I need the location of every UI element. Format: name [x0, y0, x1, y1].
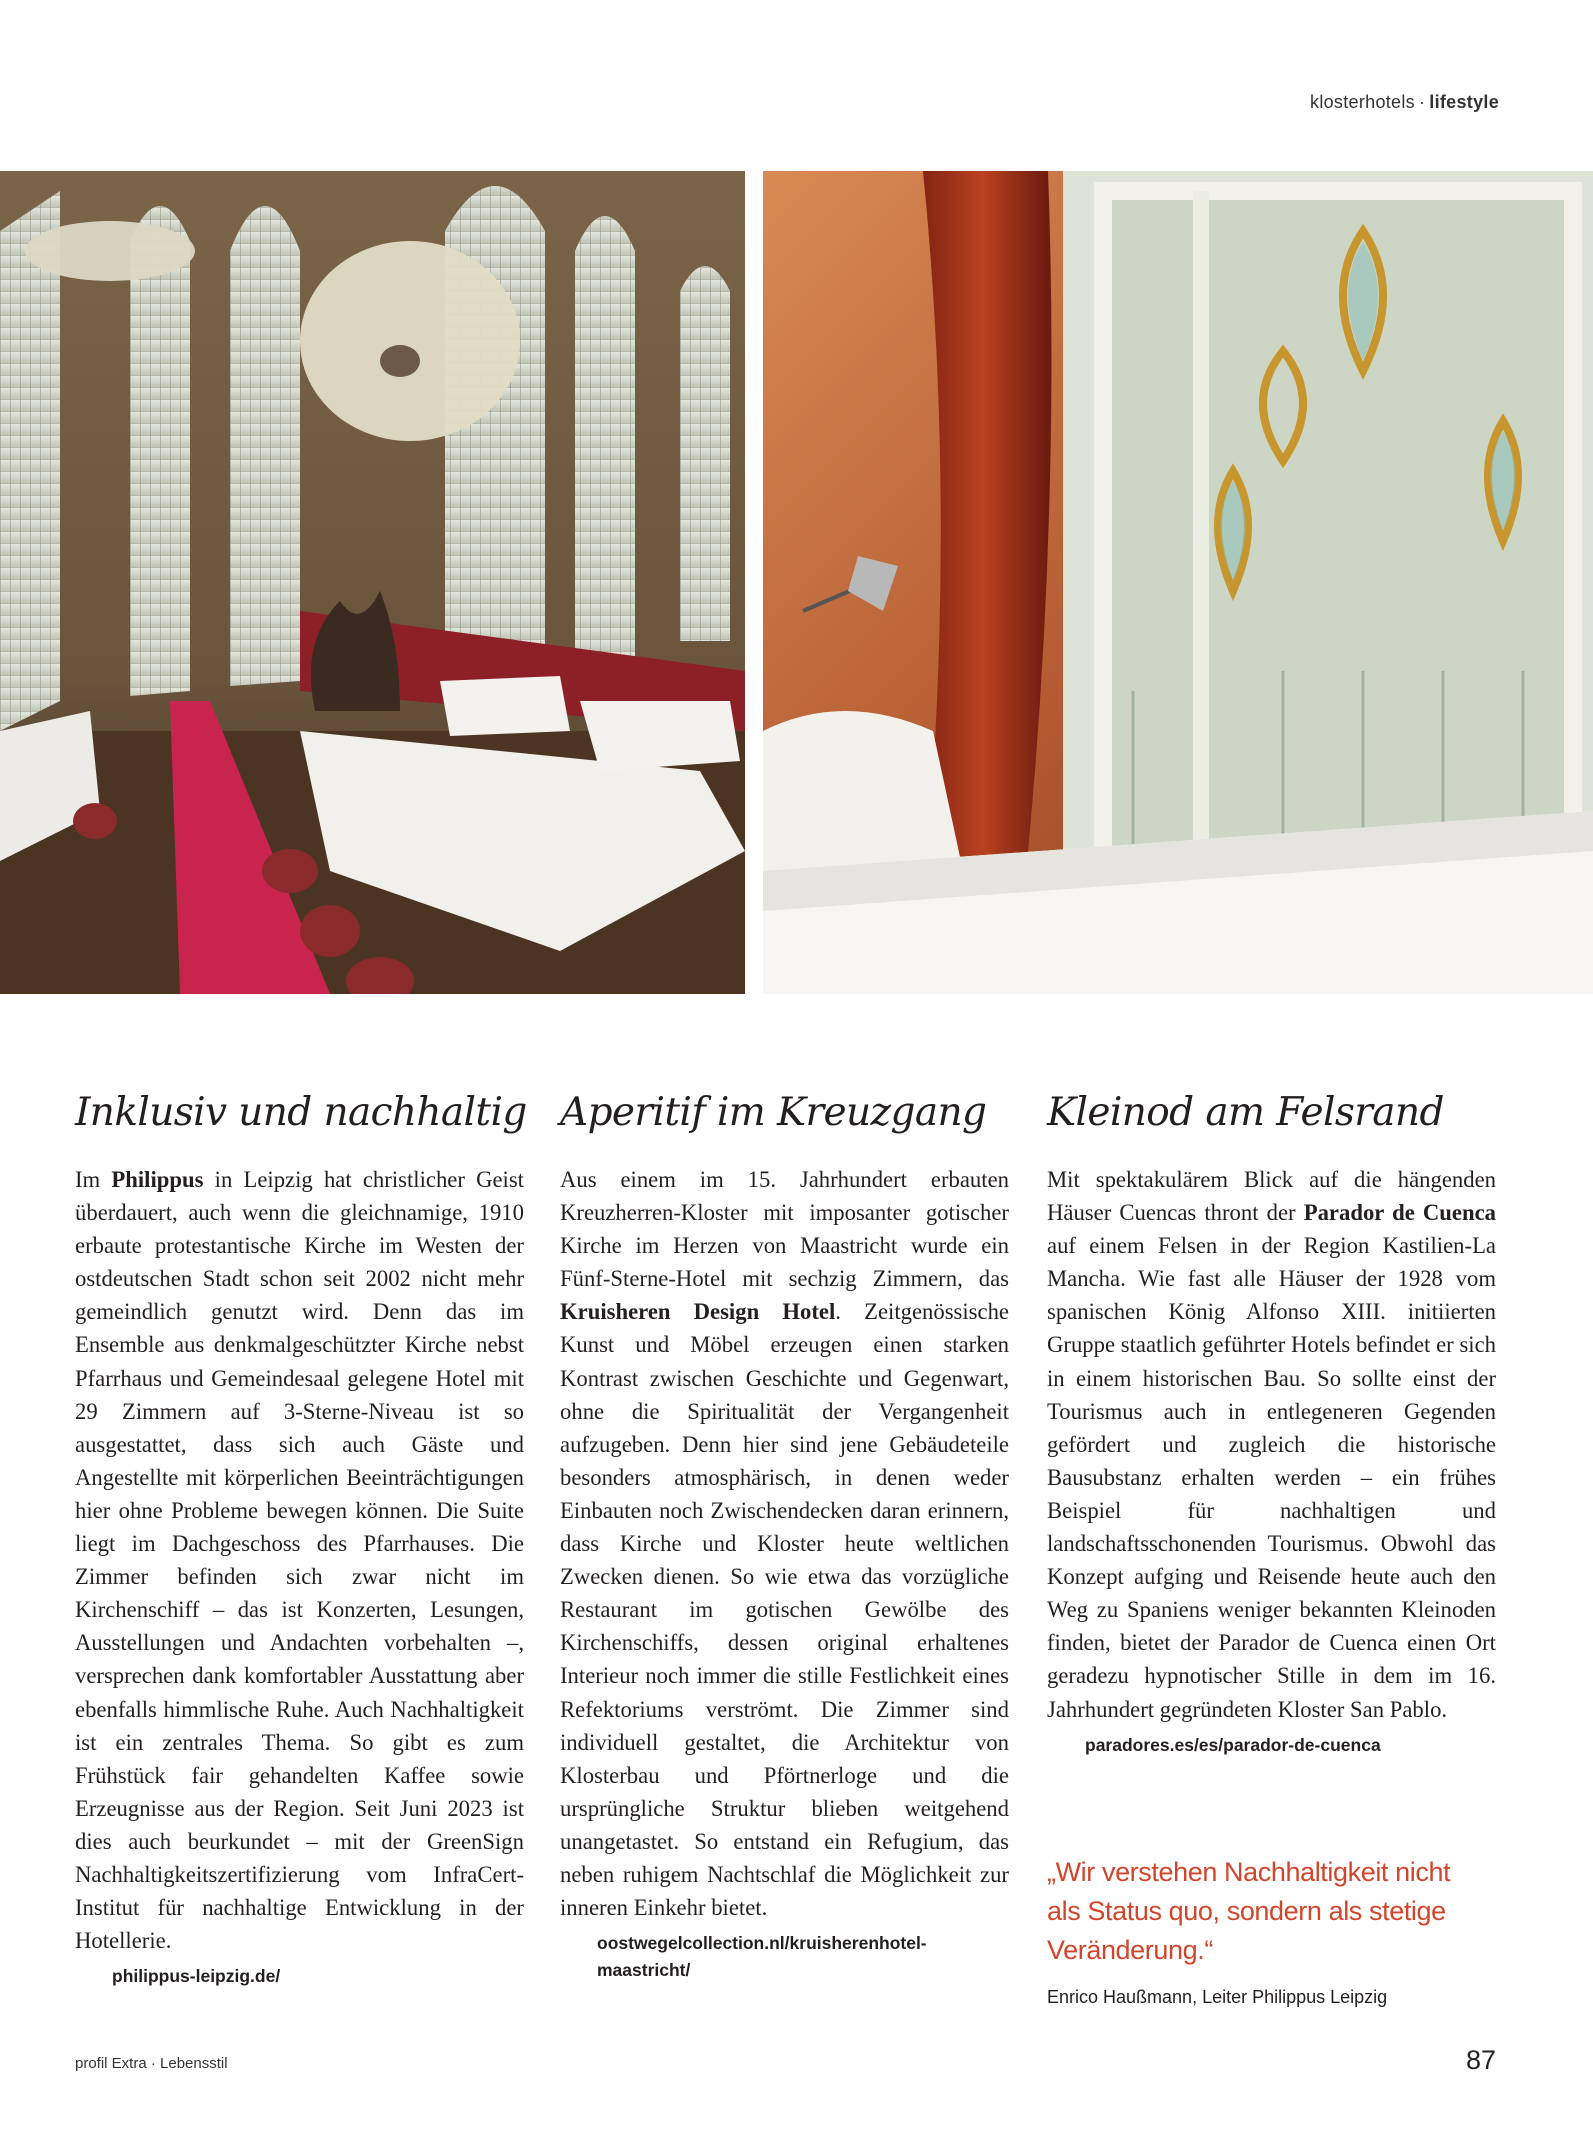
article-column-philippus [75, 1085, 527, 1990]
hotel-name: Parador de Cuenca [1303, 1200, 1496, 1226]
body-text: auf einem Felsen in der Region Kastilien-La Mancha. Wie fast alle Häuser der 1928 vom spanischen König Alfonso XIII. initiierten Gruppe staatlich geführter Hotels befindet er sich in einem historischen Bau. So sollte einst der Tourismus auch in entlegeneren Gegenden gefördert und zugleich die historische Bausubstanz erhalten werden – ein frühes Beispiel für nachhaltigen und landschaftsschonenden Tourismus. Obwohl das Konzept aufging und Reisende heute auch den Weg zu Spaniens weniger bekannten Kleinoden finden, bietet der Parador de Cuenca einen Ort geradezu hypnotischer Stille in dem im 16. Jahrhundert gegründeten Kloster San Pablo. [1047, 1233, 1496, 1722]
hotel-link-line[interactable]: maastricht/ [597, 1960, 691, 1981]
column-title: Kleinod am Felsrand [1047, 1090, 1444, 1135]
column-body [1047, 1163, 1496, 1726]
body-text: Im [75, 1167, 112, 1192]
body-text: Mit spektakulärem Blick auf die hängenden Häuser Cuencas thront der [1047, 1167, 1496, 1226]
header-category: lifestyle [1429, 92, 1499, 112]
hotel-name: Philippus [111, 1167, 204, 1192]
hotel-name: Kruisheren Design Hotel [560, 1299, 836, 1325]
article-column-parador [1047, 1085, 1496, 1759]
column-body [75, 1163, 524, 1957]
hotel-room-photo [763, 171, 1593, 994]
header-separator: · [1418, 92, 1426, 112]
article-column-kruisheren [560, 1085, 1009, 1984]
column-body [560, 1163, 1009, 1924]
pull-quote: „Wir verstehen Nachhaltigkeit nicht als Status quo, sondern als stetige Veränderung.“ [1047, 1857, 1451, 1965]
column-title: Inklusiv und nachhaltig [75, 1090, 527, 1135]
body-text: in Leipzig hat christlicher Geist überdauert, auch wenn die gleichnamige, 1910 erbaute protestantische Kirche im Westen der ostdeutschen Stadt schon seit 2002 nicht mehr gemeindlich genutzt wird. Denn das im Ensemble aus denkmalgeschützter Kirche nebst Pfarrhaus und Gemeindesaal gelegene Hotel mit 29 Zimmern auf 3-Sterne-Niveau ist so ausgestattet, dass sich auch Gäste und Angestellte mit körperlichen Beeinträchtigungen hier ohne Probleme bewegen können. Die Suite liegt im Dachgeschoss des Pfarrhauses. Die Zimmer befinden sich zwar nicht im Kirchenschiff – das ist Konzerten, Lesungen, Ausstellungen und Andachten vorbehalten –, versprechen dank komfortabler Ausstattung aber ebenfalls himmlische Ruhe. Auch Nachhaltigkeit ist ein zentrales Thema. So gibt es zum Frühstück fair gehandelten Kaffee sowie Erzeugnisse aus der Region. Seit Juni 2023 ist dies auch beurkundet – mit der GreenSign Nachhaltigkeitszertifizierung vom InfraCert-Institut für nachhaltige Entwicklung in der Hotellerie. [75, 1167, 524, 1954]
header-section: klosterhotels [1310, 92, 1415, 112]
body-text: Aus einem im 15. Jahrhundert erbauten Kreuzherren-Kloster mit imposanter gotischer Kirche im Herzen von Maastricht wurde ein Fünf-Sterne-Hotel mit sechzig Zimmern, das [560, 1167, 1009, 1292]
restaurant-photo [0, 171, 745, 994]
quote-author: Enrico Haußmann, Leiter Philippus Leipzig [1047, 1987, 1388, 2007]
page-header [1310, 92, 1499, 113]
hotel-link[interactable]: paradores.es/es/parador-de-cuenca [1085, 1734, 1381, 1755]
column-title: Aperitif im Kreuzgang [560, 1090, 987, 1135]
hotel-link[interactable]: philippus-leipzig.de/ [112, 1966, 281, 1987]
restaurant-photo-illustration [0, 171, 745, 994]
publication-footer: profil Extra · Lebensstil [75, 2055, 228, 2072]
hotel-room-photo-illustration [763, 171, 1593, 994]
hotel-link-line[interactable]: oostwegelcollection.nl/kruisherenhotel- [597, 1933, 927, 1954]
hotel-link[interactable] [560, 1930, 1009, 1984]
page-number: 87 [1465, 2045, 1496, 2075]
body-text: . Zeitgenössische Kunst und Möbel erzeugen einen starken Kontrast zwischen Geschichte und Gegenwart, ohne die Spiritualität der Vergangenheit aufzugeben. Denn hier sind jene Gebäudeteile besonders atmosphärisch, in denen weder Einbauten noch Zwischendecken daran erinnern, dass Kirche und Kloster heute weltlichen Zwecken dienen. So wie etwa das vorzügliche Restaurant im gotischen Gewölbe des Kirchenschiffs, dessen original erhaltenes Interieur noch immer die stille Festlichkeit eines Refektoriums verströmt. Die Zimmer sind individuell gestaltet, die Architektur von Klosterbau und Pförtnerloge und die ursprüngliche Struktur blieben weitgehend unangetastet. So entstand ein Refugium, das neben ruhigem Nachtschlaf die Möglichkeit zur inneren Einkehr bietet. [560, 1299, 1009, 1921]
